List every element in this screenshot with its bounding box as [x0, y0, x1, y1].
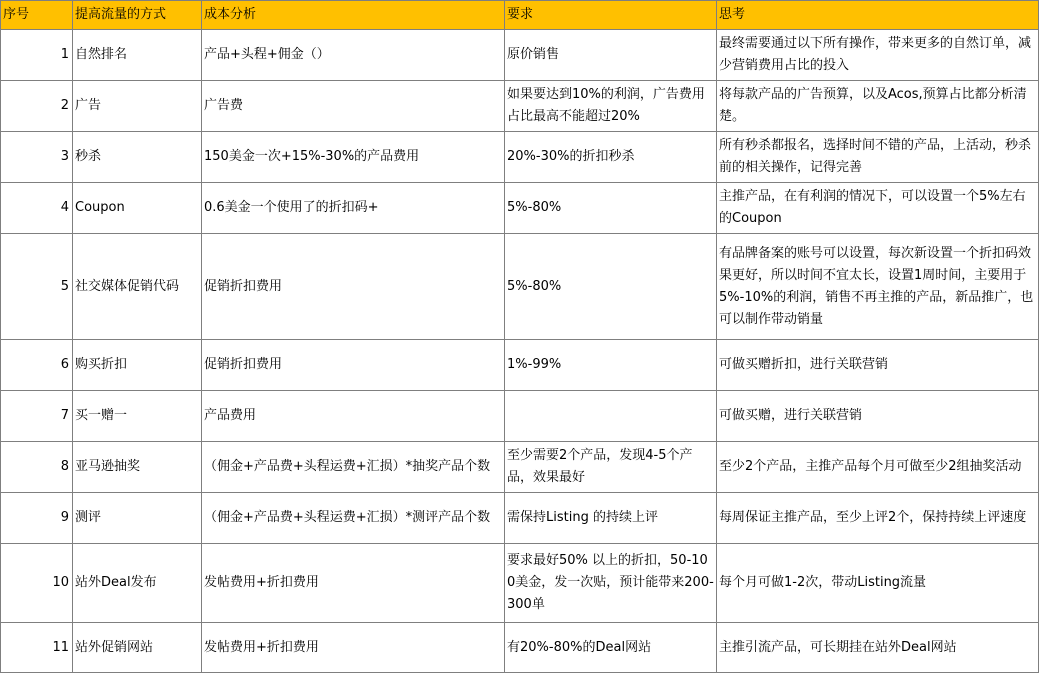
- row-cost: 产品+头程+佣金（）: [202, 30, 505, 81]
- row-num: 1: [1, 30, 73, 81]
- row-thought: 每周保证主推产品，至少上评2个，保持持续上评速度: [717, 493, 1039, 544]
- row-thought: 有品牌备案的账号可以设置，每次新设置一个折扣码效果更好，所以时间不宜太长，设置1周时间，主要用于5%-10%的利润，销售不再主推的产品，新品推广，也可以制作带动销量: [717, 234, 1039, 340]
- row-num: 11: [1, 623, 73, 673]
- header-method: 提高流量的方式: [73, 1, 202, 30]
- table-row: [1, 493, 1039, 544]
- row-num: 8: [1, 442, 73, 493]
- header-requirement: 要求: [505, 1, 717, 30]
- table-row: [1, 623, 1039, 673]
- row-requirement: 5%-80%: [505, 183, 717, 234]
- row-requirement: 如果要达到10%的利润，广告费用占比最高不能超过20%: [505, 81, 717, 132]
- row-num: 9: [1, 493, 73, 544]
- row-method: Coupon: [73, 183, 202, 234]
- row-requirement: 1%-99%: [505, 340, 717, 391]
- header-num: 序号: [1, 1, 73, 30]
- row-thought: 主推引流产品，可长期挂在站外Deal网站: [717, 623, 1039, 673]
- table-row: [1, 81, 1039, 132]
- row-method: 秒杀: [73, 132, 202, 183]
- row-requirement: 要求最好50% 以上的折扣，50-100美金，发一次贴，预计能带来200-300单: [505, 544, 717, 623]
- row-thought: 每个月可做1-2次，带动Listing流量: [717, 544, 1039, 623]
- header-cost: 成本分析: [202, 1, 505, 30]
- table-row: [1, 234, 1039, 340]
- row-cost: 发帖费用+折扣费用: [202, 623, 505, 673]
- row-requirement: 需保持Listing 的持续上评: [505, 493, 717, 544]
- table-row: [1, 30, 1039, 81]
- table-row: [1, 340, 1039, 391]
- row-method: 社交媒体促销代码: [73, 234, 202, 340]
- row-cost: 150美金一次+15%-30%的产品费用: [202, 132, 505, 183]
- row-requirement: 原价销售: [505, 30, 717, 81]
- row-method: 站外促销网站: [73, 623, 202, 673]
- row-requirement: 20%-30%的折扣秒杀: [505, 132, 717, 183]
- row-thought: 可做买赠，进行关联营销: [717, 391, 1039, 442]
- row-thought: 最终需要通过以下所有操作，带来更多的自然订单，减少营销费用占比的投入: [717, 30, 1039, 81]
- row-cost: 发帖费用+折扣费用: [202, 544, 505, 623]
- row-num: 5: [1, 234, 73, 340]
- row-cost: （佣金+产品费+头程运费+汇损）*抽奖产品个数: [202, 442, 505, 493]
- row-num: 6: [1, 340, 73, 391]
- row-method: 测评: [73, 493, 202, 544]
- row-cost: 促销折扣费用: [202, 234, 505, 340]
- row-requirement: 有20%-80%的Deal网站: [505, 623, 717, 673]
- table-row: [1, 442, 1039, 493]
- table-row: [1, 132, 1039, 183]
- row-cost: 促销折扣费用: [202, 340, 505, 391]
- row-num: 4: [1, 183, 73, 234]
- row-cost: （佣金+产品费+头程运费+汇损）*测评产品个数: [202, 493, 505, 544]
- header-row: [1, 1, 1039, 30]
- row-thought: 主推产品，在有利润的情况下，可以设置一个5%左右的Coupon: [717, 183, 1039, 234]
- row-requirement: 5%-80%: [505, 234, 717, 340]
- row-requirement: [505, 391, 717, 442]
- row-requirement: 至少需要2个产品，发现4-5个产品，效果最好: [505, 442, 717, 493]
- row-method: 站外Deal发布: [73, 544, 202, 623]
- row-num: 3: [1, 132, 73, 183]
- row-num: 2: [1, 81, 73, 132]
- row-method: 广告: [73, 81, 202, 132]
- row-cost: 0.6美金一个使用了的折扣码+: [202, 183, 505, 234]
- row-method: 购买折扣: [73, 340, 202, 391]
- table-row: [1, 183, 1039, 234]
- row-thought: 至少2个产品，主推产品每个月可做至少2组抽奖活动: [717, 442, 1039, 493]
- row-thought: 可做买赠折扣，进行关联营销: [717, 340, 1039, 391]
- table-row: [1, 391, 1039, 442]
- row-cost: 产品费用: [202, 391, 505, 442]
- row-cost: 广告费: [202, 81, 505, 132]
- row-thought: 将每款产品的广告预算，以及Acos,预算占比都分析清楚。: [717, 81, 1039, 132]
- row-thought: 所有秒杀都报名，选择时间不错的产品，上活动，秒杀前的相关操作，记得完善: [717, 132, 1039, 183]
- header-thought: 思考: [717, 1, 1039, 30]
- row-method: 买一赠一: [73, 391, 202, 442]
- row-num: 10: [1, 544, 73, 623]
- row-method: 亚马逊抽奖: [73, 442, 202, 493]
- row-num: 7: [1, 391, 73, 442]
- table-row: [1, 544, 1039, 623]
- row-method: 自然排名: [73, 30, 202, 81]
